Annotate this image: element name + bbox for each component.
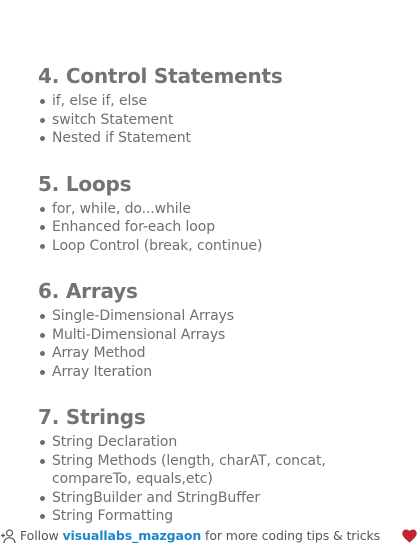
follow-cta	[20, 528, 380, 544]
bullet-icon	[40, 314, 45, 319]
list-item-text: Loop Control (break, continue)	[52, 237, 263, 254]
section-heading: 7. Strings	[38, 405, 146, 429]
list-item	[38, 433, 408, 452]
bullet-list	[38, 92, 408, 148]
list-item-text: for, while, do...while	[52, 200, 191, 217]
list-item-text: String Declaration	[52, 434, 178, 450]
bullet-icon	[40, 459, 45, 464]
section-strings	[38, 403, 408, 526]
list-item	[38, 129, 408, 148]
follow-label: Follow	[20, 528, 59, 543]
bullet-list	[38, 307, 408, 381]
bullet-icon	[40, 136, 45, 141]
list-item	[38, 111, 408, 130]
section-heading: 5. Loops	[38, 171, 132, 196]
bullet-icon	[40, 225, 45, 230]
section-control-statements	[38, 62, 408, 148]
bullet-icon	[40, 207, 45, 212]
list-item-text: String Methods (length, charAT, concat, compareTo, equals,etc)	[52, 452, 326, 487]
section-arrays	[38, 277, 408, 381]
account-handle-link[interactable]: visuallabs_mazgaon	[62, 528, 202, 543]
list-item-text: Single-Dimensional Arrays	[52, 308, 234, 324]
list-item	[38, 307, 408, 326]
list-item-text: StringBuilder and StringBuffer	[52, 489, 261, 506]
list-item-text: Array Iteration	[52, 363, 153, 380]
list-item	[38, 507, 408, 526]
section-heading: 6. Arrays	[38, 279, 138, 303]
list-item	[38, 344, 408, 363]
add-user-icon[interactable]	[0, 528, 16, 544]
list-item	[38, 363, 408, 382]
list-item	[38, 452, 408, 489]
list-item	[38, 326, 408, 345]
bullet-icon	[40, 496, 45, 501]
section-loops	[38, 170, 408, 256]
section-heading: 4. Control Statements	[38, 64, 283, 88]
list-item	[38, 237, 408, 256]
list-item	[38, 489, 408, 508]
bullet-list	[38, 433, 408, 526]
bullet-list	[38, 200, 408, 256]
bullet-icon	[40, 99, 45, 104]
topic-list	[38, 62, 408, 526]
list-item	[38, 218, 408, 237]
heart-icon[interactable]	[402, 529, 417, 543]
bullet-icon	[40, 244, 45, 249]
list-item-text: switch Statement	[52, 111, 174, 128]
bullet-icon	[40, 370, 45, 375]
footer-bar	[0, 526, 420, 546]
list-item-text: Multi-Dimensional Arrays	[52, 326, 226, 343]
list-item	[38, 200, 408, 219]
list-item-text: if, else if, else	[52, 93, 148, 109]
bullet-icon	[40, 440, 45, 445]
list-item-text: Array Method	[52, 345, 146, 361]
follow-suffix: for more coding tips & tricks	[205, 528, 381, 543]
list-item-text: String Formatting	[52, 508, 174, 524]
list-item-text: Nested if Statement	[52, 130, 191, 146]
list-item	[38, 92, 408, 111]
bullet-icon	[40, 351, 45, 356]
bullet-icon	[40, 514, 45, 519]
bullet-icon	[40, 333, 45, 338]
list-item-text: Enhanced for-each loop	[52, 219, 216, 235]
bullet-icon	[40, 118, 45, 123]
